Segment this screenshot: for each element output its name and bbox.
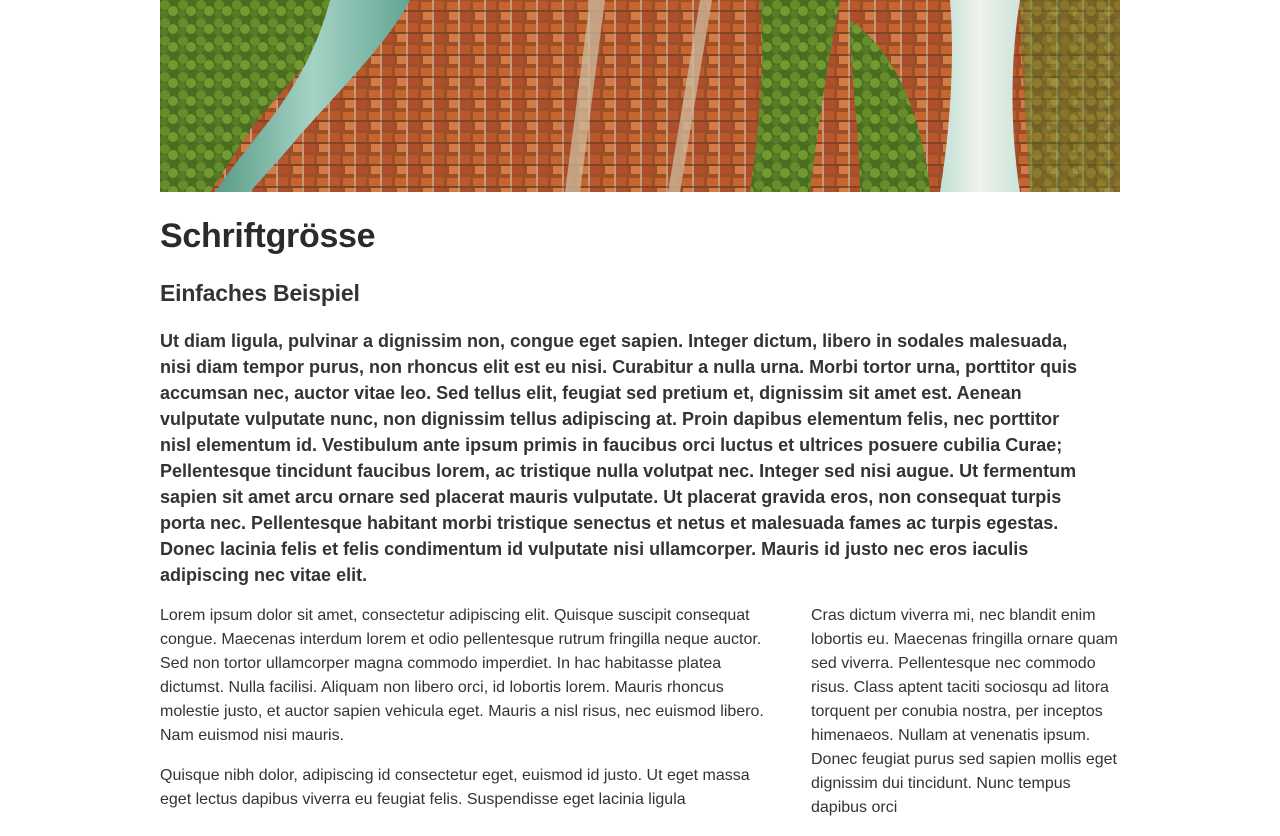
lead-paragraph: Ut diam ligula, pulvinar a dignissim non, congue eget sapien. Integer dictum, libero in sodales malesuada, nisi diam tempor purus, non rhoncus elit est eu nisi. Curabitur a nulla urna. Morbi tortor urna, porttitor quis accumsan nec, auctor vitae leo. Sed tellus elit, feugiat sed pretium et, dignissim sit amet est. Aenean vulputate vulputate nunc, non dignissim tellus adipiscing at. Proin dapibus elementum felis, nec porttitor nisl elementum id. Vestibulum ante ipsum primis in faucibus orci luctus et ultrices posuere cubilia Curae; Pellentesque tincidunt faucibus lorem, ac tristique nulla volutpat nec. Integer sed nisi augue. Ut fermentum sapien sit amet arcu ornare sed placerat mauris vulputate. Ut placerat gravida eros, non consequat turpis porta nec. Pellentesque habitant morbi tristique senectus et netus et malesuada fames ac turpis egestas. Donec lacinia felis et felis condimentum id vulputate nisi ullamcorper. Mauris id justo nec eros iaculis adipiscing nec vitae elit. xyxy=(160,331,1078,585)
body-paragraph: Quisque nibh dolor, adipiscing id consectetur eget, euismod id justo. Ut eget massa eget lectus dapibus viverra eu feugiat felis. Suspendisse eget lacinia ligula xyxy=(160,767,750,808)
article-page xyxy=(160,0,1120,836)
body-paragraph: Lorem ipsum dolor sit amet, consectetur adipiscing elit. Quisque suscipit consequat congue. Maecenas interdum lorem et odio pellentesque rutrum fringilla neque auctor. Sed non tortor ullamcorper magna commodo imperdiet. In hac habitasse platea dictumst. Nulla facilisi. Aliquam non libero orci, id lobortis lorem. Mauris rhoncus molestie justo, et auctor sapien vehicula eget. Mauris a nisl risus, nec euismod libero. Nam euismod nisi mauris. xyxy=(160,607,764,744)
two-column-text xyxy=(160,604,1120,836)
section-subtitle: Einfaches Beispiel xyxy=(160,280,360,306)
side-column xyxy=(811,604,1120,836)
page-title: Schriftgrösse xyxy=(160,217,376,255)
main-column xyxy=(160,604,779,836)
aerial-city-photo xyxy=(160,0,1120,192)
hero-image xyxy=(160,0,1120,192)
side-paragraph: Cras dictum viverra mi, nec blandit enim lobortis eu. Maecenas fringilla ornare quam sed viverra. Pellentesque nec commodo risus. Class aptent taciti sociosqu ad litora torquent per conubia nostra, per inceptos himenaeos. Nullam at venenatis ipsum. Donec feugiat purus sed sapien mollis eget dignissim dui tincidunt. Nunc tempus dapibus orci xyxy=(811,607,1118,816)
